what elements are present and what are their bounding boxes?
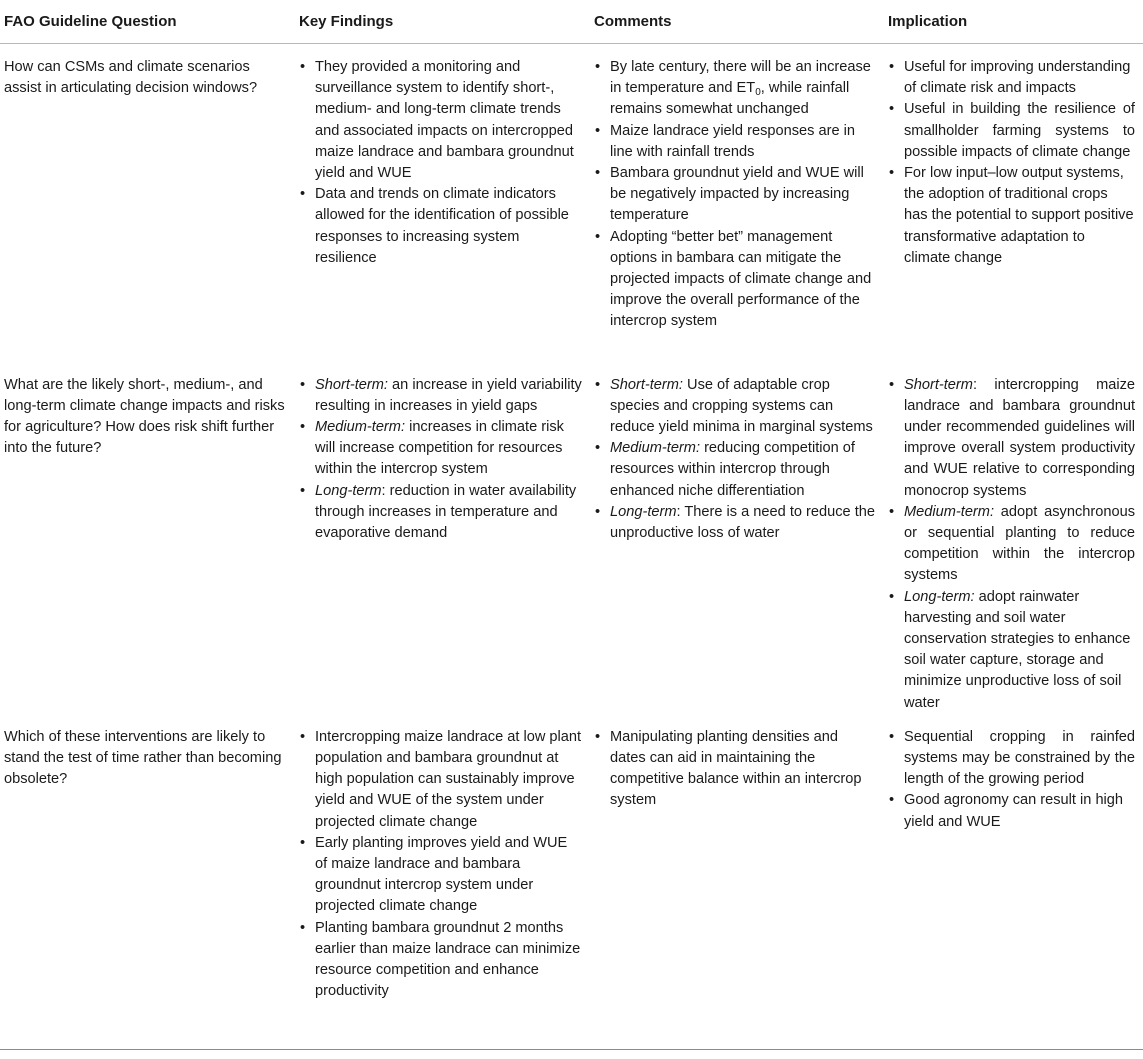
- term-label: Long-term:: [904, 588, 975, 605]
- list-item: • Intercropping maize landrace at low plant population and bambara groundnut at high population can sustainably improve yield and WUE of the system under projected climate change: [315, 727, 582, 833]
- question-text: What are the likely short-, medium-, and long-term climate change impacts and risks for agriculture? How does risk shift further into the future?: [4, 376, 285, 457]
- comments-cell: [590, 44, 884, 362]
- list-item: [315, 481, 582, 545]
- list-item: • Useful for improving understanding of climate risk and impacts: [904, 57, 1135, 99]
- list-item: • Data and trends on climate indicators allowed for the identification of possible responses to increasing system resilience: [315, 184, 582, 269]
- list-item: [904, 587, 1135, 714]
- list-item: • Maize landrace yield responses are in line with rainfall trends: [610, 121, 876, 163]
- question-cell: [0, 714, 295, 1050]
- list-item: • Adopting “better bet” management options in bambara can mitigate the projected impacts of climate change and improve the overall performance of the intercrop system: [610, 227, 876, 333]
- item-text: reducing competition of resources within intercrop through enhanced niche differentiation: [610, 440, 855, 499]
- term-label: Medium-term:: [315, 418, 406, 435]
- header-question: FAO Guideline Question: [0, 0, 295, 44]
- findings-cell: [295, 44, 590, 362]
- comments-cell: [590, 714, 884, 1050]
- header-row: [0, 0, 1143, 44]
- comments-cell: [590, 362, 884, 714]
- item-text: : There is a need to reduce the unproductive loss of water: [610, 503, 876, 541]
- list-item: [315, 375, 582, 417]
- header-comments: Comments: [590, 0, 884, 44]
- implication-list: [888, 727, 1135, 833]
- item-text: adopt asynchronous or sequential planting to reduce competition within the intercrop systems: [904, 503, 1135, 584]
- findings-list: [299, 727, 582, 1003]
- header-findings: Key Findings: [295, 0, 590, 44]
- list-item: • Sequential cropping in rainfed systems may be constrained by the length of the growing period: [904, 727, 1135, 791]
- item-text: , while rainfall remains somewhat unchanged: [610, 80, 850, 118]
- list-item: [610, 438, 876, 502]
- list-item: [610, 375, 876, 439]
- comments-list: [594, 57, 876, 333]
- table-row: [0, 362, 1143, 714]
- question-cell: [0, 362, 295, 714]
- comments-list: [594, 375, 876, 545]
- list-item: • Planting bambara groundnut 2 months earlier than maize landrace can minimize resource competition and enhance productivity: [315, 918, 582, 1003]
- list-item: • Good agronomy can result in high yield and WUE: [904, 790, 1135, 832]
- findings-list: [299, 375, 582, 545]
- implication-cell: [884, 44, 1143, 362]
- implication-list: [888, 57, 1135, 269]
- term-label: Long-term: [610, 503, 677, 520]
- list-item: [610, 57, 876, 121]
- header-implication: Implication: [884, 0, 1143, 44]
- term-label: Medium-term:: [610, 440, 701, 457]
- item-text: adopt rainwater harvesting and soil water conservation strategies to enhance soil water capture, storage and minimize unproductive loss of soil water: [904, 588, 1131, 711]
- question-text: Which of these interventions are likely to stand the test of time rather than becoming obsolete?: [4, 728, 282, 788]
- list-item: • Early planting improves yield and WUE of maize landrace and bambara groundnut intercrop system under projected climate change: [315, 833, 582, 918]
- table-row: [0, 44, 1143, 362]
- findings-list: [299, 57, 582, 269]
- comments-list: [594, 727, 876, 812]
- table-row: [0, 714, 1143, 1050]
- subscript: 0: [755, 87, 761, 99]
- item-text: : reduction in water availability through increases in temperature and evaporative demand: [315, 482, 577, 541]
- term-label: Short-term: [904, 376, 973, 393]
- list-item: [904, 375, 1135, 502]
- item-text: By late century, there will be an increase in temperature and ET: [610, 59, 871, 97]
- question-text: How can CSMs and climate scenarios assist in articulating decision windows?: [4, 59, 258, 97]
- term-label: Long-term: [315, 482, 382, 499]
- item-text: increases in climate risk will increase competition for resources within the intercrop system: [315, 418, 564, 478]
- implication-cell: [884, 362, 1143, 714]
- list-item: • For low input–low output systems, the adoption of traditional crops has the potential to support positive transformative adaptation to climate change: [904, 163, 1135, 269]
- list-item: [315, 417, 582, 481]
- findings-cell: [295, 714, 590, 1050]
- list-item: [610, 502, 876, 544]
- term-label: Short-term:: [610, 376, 683, 393]
- question-cell: [0, 44, 295, 362]
- item-text: Use of adaptable crop species and cropping systems can reduce yield minima in marginal systems: [610, 376, 873, 435]
- list-item: [904, 502, 1135, 587]
- list-item: • Manipulating planting densities and dates can aid in maintaining the competitive balance within an intercrop system: [610, 727, 876, 812]
- list-item: • Bambara groundnut yield and WUE will be negatively impacted by increasing temperature: [610, 163, 876, 227]
- findings-cell: [295, 362, 590, 714]
- implication-cell: [884, 714, 1143, 1050]
- item-text: : intercropping maize landrace and bambara groundnut under recommended guidelines will improve overall system productivity and WUE relative to corresponding monocrop systems: [904, 376, 1135, 499]
- list-item: • They provided a monitoring and surveillance system to identify short-, medium- and long-term climate trends and associated impacts on intercropped maize landrace and bambara groundnut yield and WUE: [315, 57, 582, 184]
- item-text: an increase in yield variability resulting in increases in yield gaps: [315, 376, 582, 414]
- term-label: Medium-term:: [904, 503, 995, 520]
- list-item: • Useful in building the resilience of smallholder farming systems to possible impacts of climate change: [904, 99, 1135, 163]
- term-label: Short-term:: [315, 376, 388, 393]
- implication-list: [888, 375, 1135, 714]
